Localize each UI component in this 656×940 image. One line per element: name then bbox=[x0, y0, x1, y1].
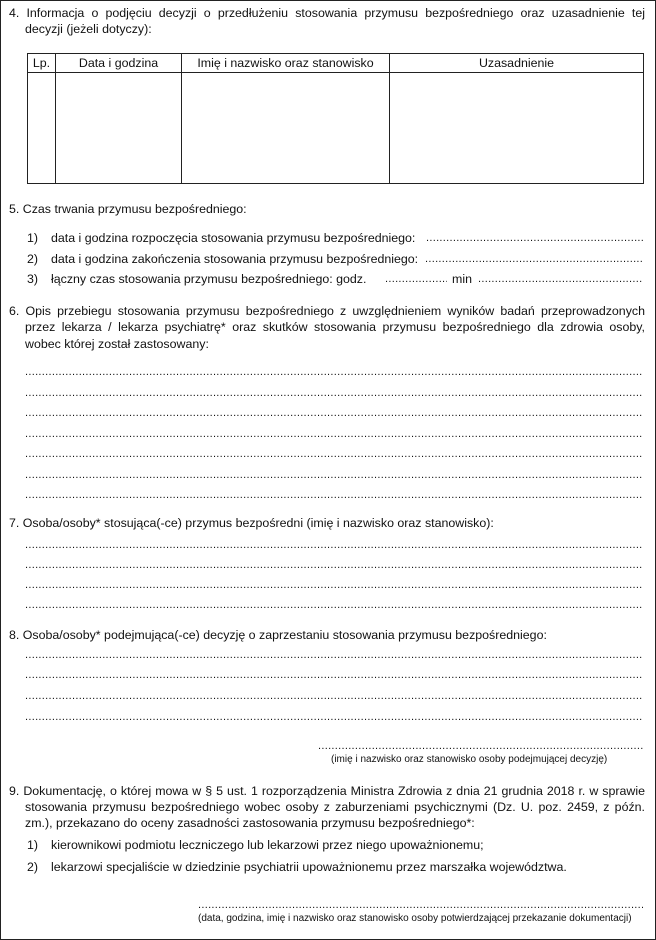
column-header-date-time: Data i godzina bbox=[56, 54, 182, 73]
section-4-text-line-2: decyzji (jeżeli dotyczy): bbox=[25, 22, 152, 36]
end-time-field[interactable] bbox=[425, 253, 643, 265]
section-6-text-line-1: 6. Opis przebiegu stosowania przymusu bezpośredniego z uwzględnieniem wyników badań przeprowadzonych bbox=[9, 304, 645, 318]
total-time-label: łączny czas stosowania przymusu bezpośredniego: godz. bbox=[51, 272, 367, 286]
column-header-justification: Uzasadnienie bbox=[390, 54, 644, 73]
section-6-text-line-2: przez lekarza / lekarza psychiatrę* oraz skutków stosowania przymusu bezpośredniego dla zdrowia osoby, bbox=[25, 320, 645, 334]
item-number: 1) bbox=[27, 838, 39, 852]
description-line[interactable] bbox=[25, 428, 643, 440]
persons-deciding-line[interactable] bbox=[25, 690, 643, 702]
section-7-title: 7. Osoba/osoby* stosująca(-ce) przymus bezpośredni (imię i nazwisko oraz stanowisko): bbox=[9, 516, 494, 530]
column-header-name-position: Imię i nazwisko oraz stanowisko bbox=[182, 54, 390, 73]
option-psychiatry-specialist: lekarzowi specjaliście w dziedzinie psychiatrii upoważnionemu przez marszałka województwa. bbox=[51, 860, 567, 874]
persons-deciding-line[interactable] bbox=[25, 669, 643, 681]
minutes-label: min bbox=[452, 272, 472, 286]
section-9-text-line-2: stosowania przymusu bezpośredniego wobec osoby z zaburzeniami psychicznymi (Dz. U. poz. 2459, z późn. bbox=[25, 800, 645, 814]
end-time-label: data i godzina zakończenia stosowania przymusu bezpośredniego: bbox=[51, 252, 419, 266]
persons-applying-line[interactable] bbox=[25, 559, 643, 571]
total-hours-field[interactable] bbox=[385, 273, 447, 285]
item-number: 1) bbox=[27, 231, 39, 245]
signature-caption: (imię i nazwisko oraz stanowisko osoby podejmującej decyzję) bbox=[331, 754, 608, 765]
persons-applying-line[interactable] bbox=[25, 539, 643, 551]
item-number: 3) bbox=[27, 272, 39, 286]
item-number: 2) bbox=[27, 252, 39, 266]
description-line[interactable] bbox=[25, 407, 643, 419]
option-head-of-entity: kierownikowi podmiotu leczniczego lub lekarzowi przez niego upoważnionemu; bbox=[51, 838, 484, 852]
cell-lp[interactable] bbox=[28, 73, 56, 184]
description-line[interactable] bbox=[25, 469, 643, 481]
section-4-text-line-1: 4. Informacja o podjęciu decyzji o przedłużeniu stosowania przymusu bezpośredniego oraz uzasadnienie tej bbox=[9, 6, 645, 20]
persons-deciding-line[interactable] bbox=[25, 711, 643, 723]
start-time-field[interactable] bbox=[426, 232, 643, 244]
cell-justification[interactable] bbox=[390, 73, 644, 184]
total-minutes-field[interactable] bbox=[478, 273, 643, 285]
section-6-text-line-3: wobec której został zastosowany: bbox=[25, 337, 209, 351]
decision-table bbox=[27, 53, 644, 184]
cell-name-position[interactable] bbox=[182, 73, 390, 184]
description-line[interactable] bbox=[25, 387, 643, 399]
cell-date-time[interactable] bbox=[56, 73, 182, 184]
description-line[interactable] bbox=[25, 448, 643, 460]
confirmation-caption: (data, godzina, imię i nazwisko oraz stanowisko osoby potwierdzającej przekazanie dokumentacji) bbox=[198, 913, 632, 924]
persons-applying-line[interactable] bbox=[25, 599, 643, 611]
persons-applying-line[interactable] bbox=[25, 579, 643, 591]
persons-deciding-line[interactable] bbox=[25, 649, 643, 661]
confirmation-signature-line[interactable] bbox=[198, 899, 643, 911]
item-number: 2) bbox=[27, 860, 39, 874]
start-time-label: data i godzina rozpoczęcia stosowania przymusu bezpośredniego: bbox=[51, 231, 416, 245]
column-header-lp: Lp. bbox=[28, 54, 56, 73]
signature-line[interactable] bbox=[318, 740, 643, 752]
description-line[interactable] bbox=[25, 489, 643, 501]
section-5-title: 5. Czas trwania przymusu bezpośredniego: bbox=[9, 202, 247, 216]
section-9-text-line-3: zm.), przekazano do oceny zasadności zastosowania przymusu bezpośredniego*: bbox=[25, 816, 475, 830]
section-9-text-line-1: 9. Dokumentację, o której mowa w § 5 ust. 1 rozporządzenia Ministra Zdrowia z dnia 21 grudnia 2018 r. w sprawie bbox=[9, 784, 645, 798]
description-line[interactable] bbox=[25, 366, 643, 378]
section-8-title: 8. Osoba/osoby* podejmująca(-ce) decyzję o zaprzestaniu stosowania przymusu bezpośredniego: bbox=[9, 628, 547, 642]
